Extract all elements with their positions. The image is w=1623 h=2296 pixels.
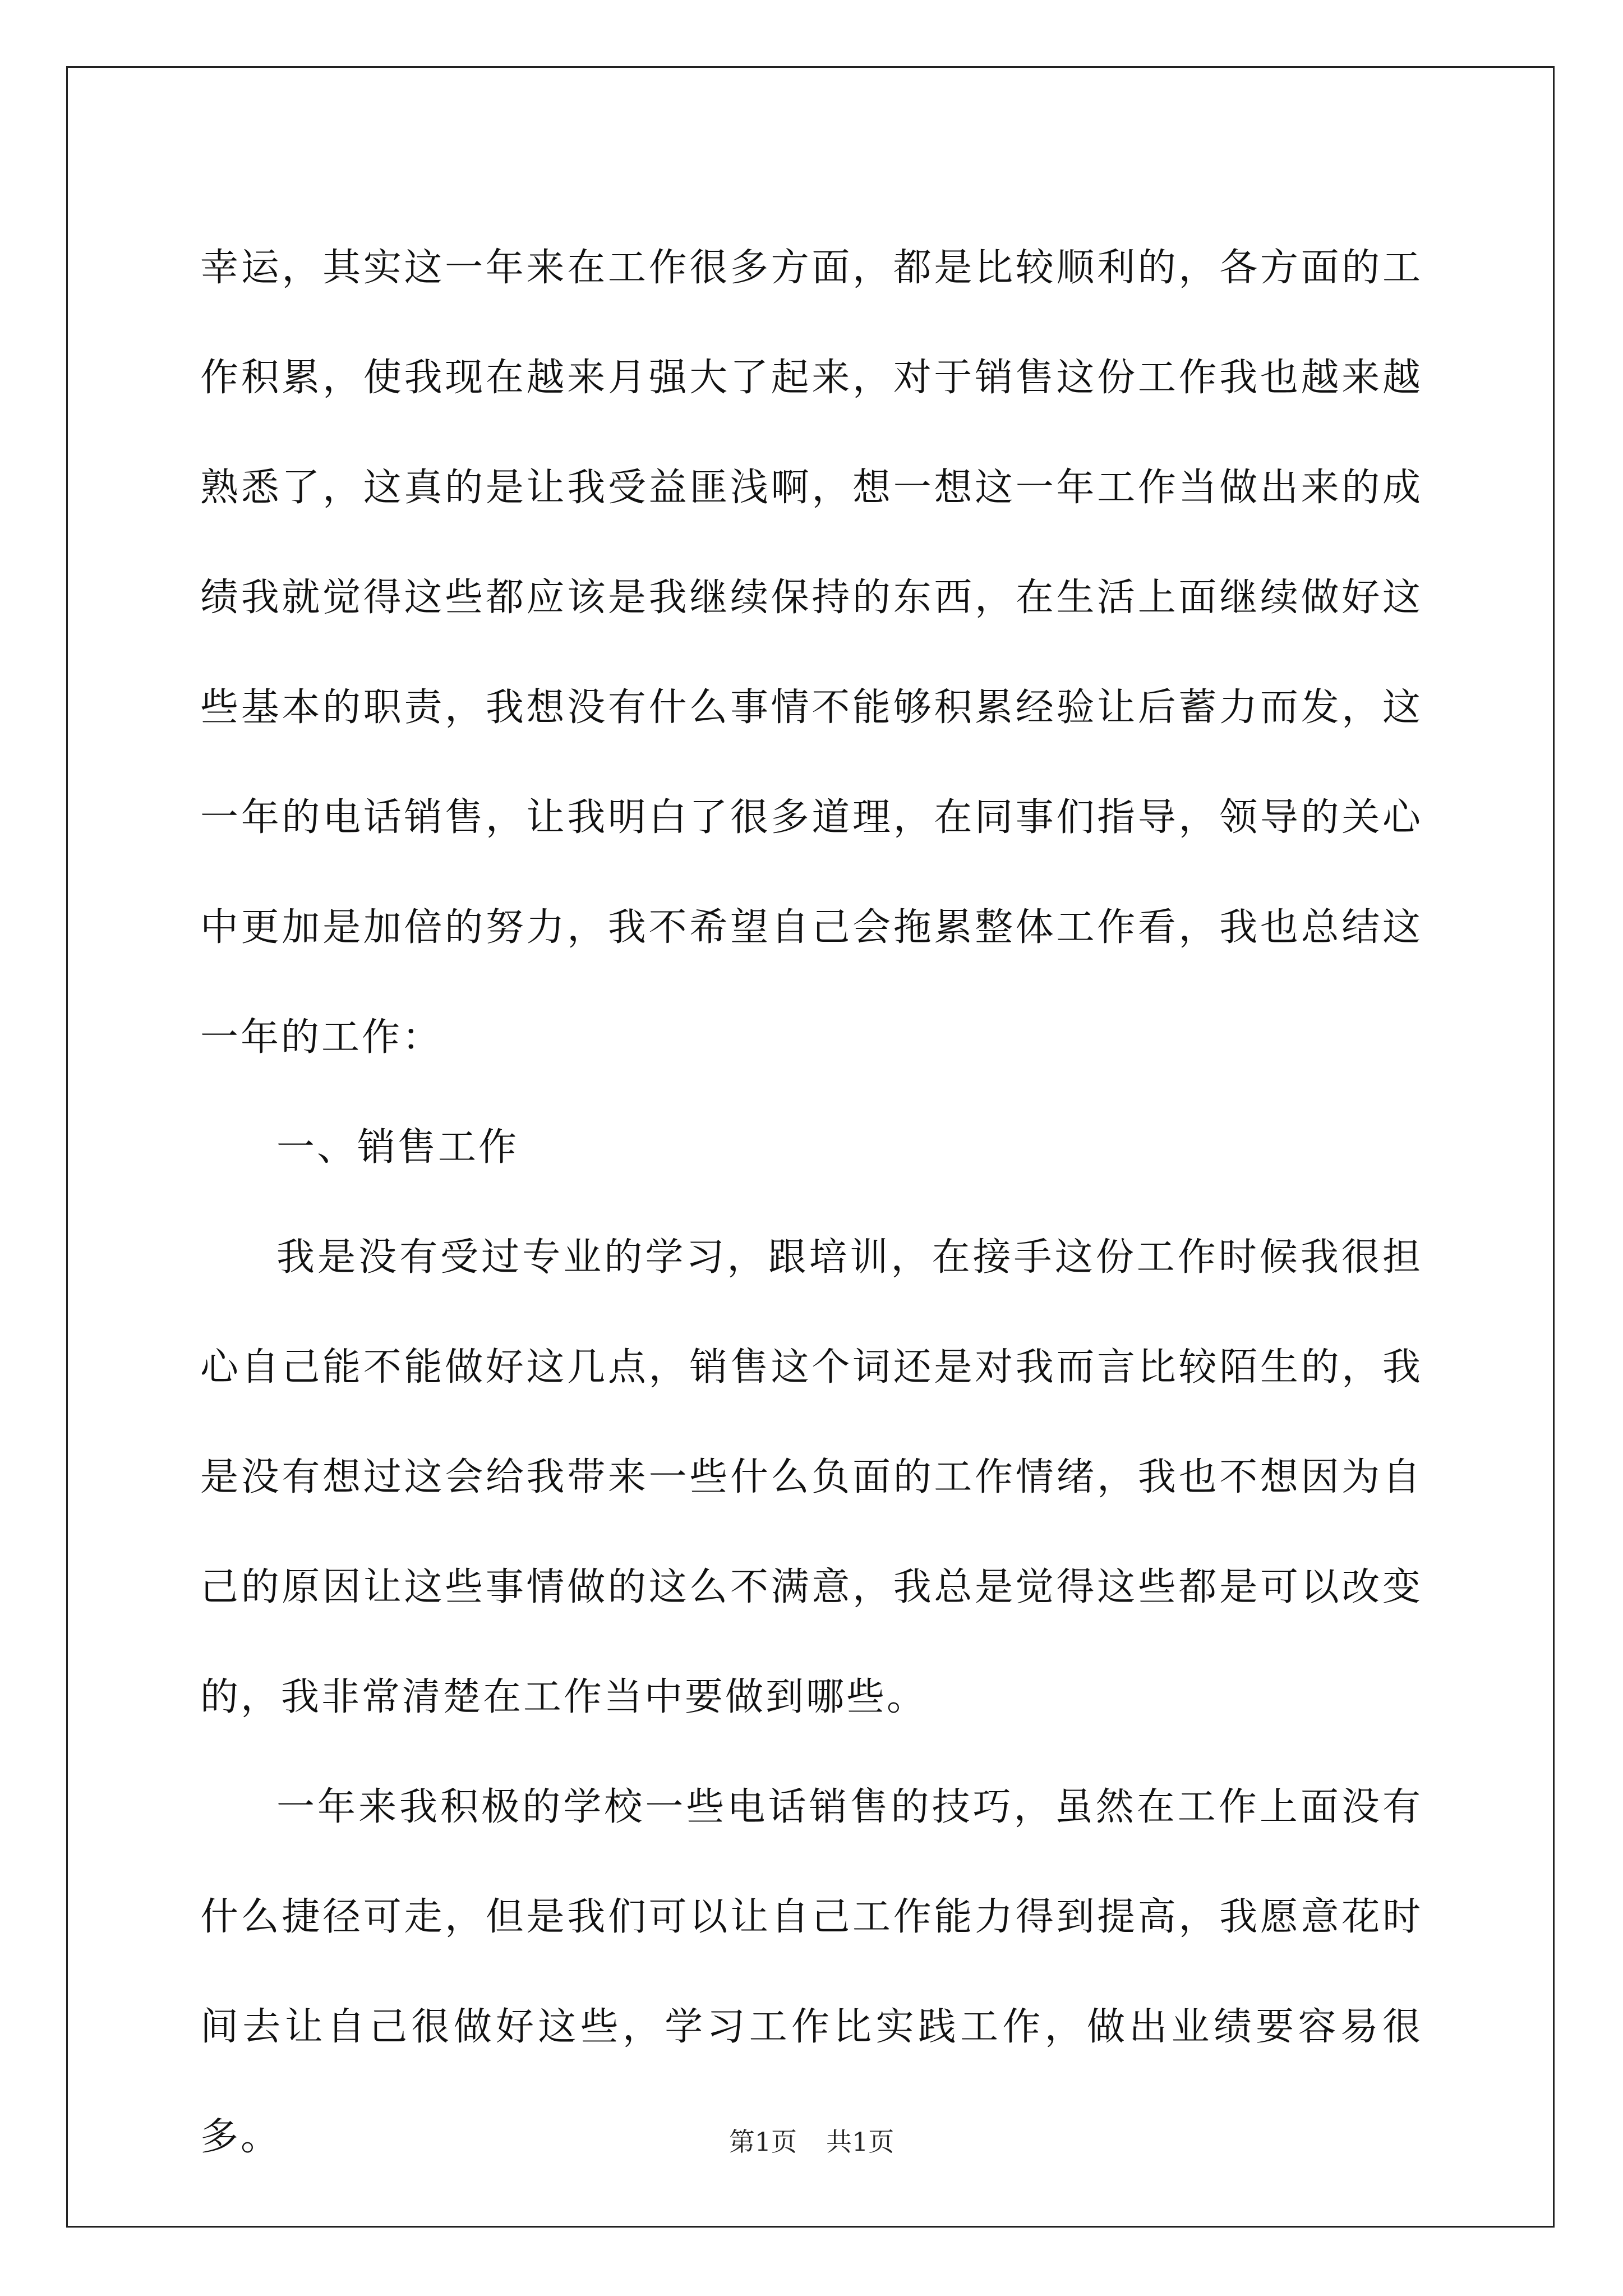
page-total: 共1页 xyxy=(826,2127,895,2157)
paragraph-sales-learning: 我是没有受过专业的学习，跟培训，在接手这份工作时候我很担心自己能不能做好这几点，销售这个词还是对我而言比较陌生的，我是没有想过这会给我带来一些什么负面的工作情绪，我也不想因为自己的原因让这些事情做的这么不满意，我总是觉得这些都是可以改变的，我非常清楚在工作当中要做到哪些。 xyxy=(200,1235,1423,1719)
section-heading: 一、销售工作 xyxy=(276,1125,519,1170)
paragraph-continuation: 幸运，其实这一年来在工作很多方面，都是比较顺利的，各方面的工作积累，使我现在越来月强大了起来，对于销售这份工作我也越来越熟悉了，这真的是让我受益匪浅啊，想一想这一年工作当做出来的成绩我就觉得这些都应该是我继续保持的东西，在生活上面继续做好这些基本的职责，我想没有什么事情不能够积累经验让后蓄力而发，这一年的电话销售，让我明白了很多道理，在同事们指导，领导的关心中更加是加倍的努力，我不希望自己会拖累整体工作看，我也总结这一年的工作： xyxy=(200,246,1423,1060)
page-number: 第1页 xyxy=(728,2127,797,2157)
page-footer xyxy=(0,2125,1623,2159)
paragraph-sales-skills: 一年来我积极的学校一些电话销售的技巧，虽然在工作上面没有什么捷径可走，但是我们可以让自己工作能力得到提高，我愿意花时间去让自己很做好这些，学习工作比实践工作，做出业绩要容易很多。 xyxy=(200,1785,1423,2159)
document-body xyxy=(200,213,1423,2192)
